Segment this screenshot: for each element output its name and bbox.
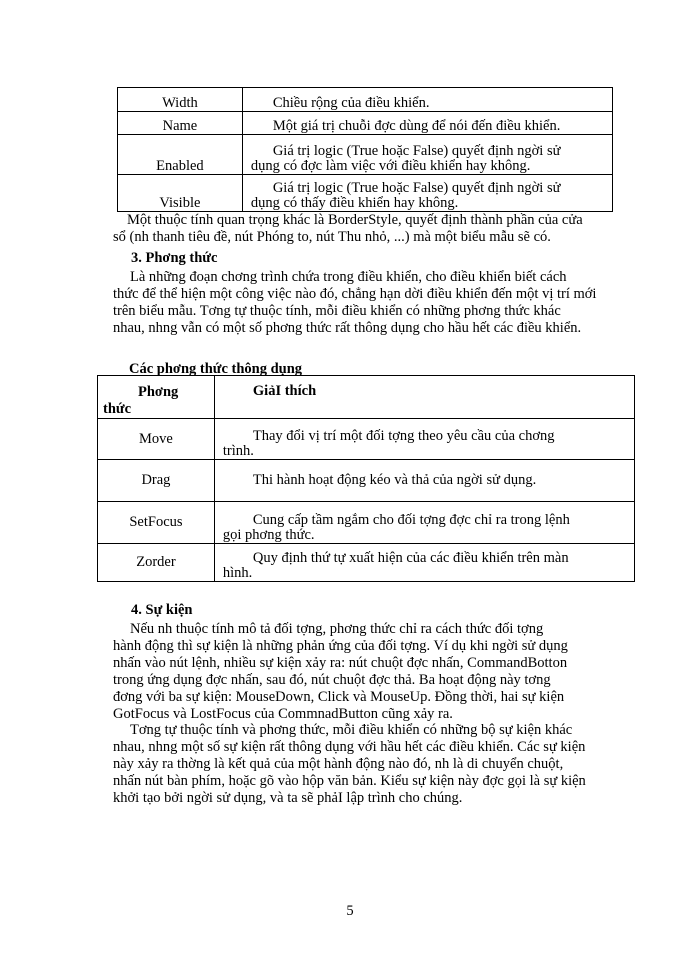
heading-events: 4. Sự kiện: [131, 602, 193, 618]
method-desc: Quy định thứ tự xuất hiện của các điều khiển trên màn hình.: [214, 544, 634, 582]
method-desc: Cung cấp tầm ngắm cho đối tợng đợc chỉ ra trong lệnh gọi phơng thức.: [214, 502, 634, 544]
page-number: 5: [346, 903, 354, 919]
heading-methods: 3. Phơng thức: [131, 250, 218, 266]
table-row: [118, 175, 613, 212]
method-name: SetFocus: [98, 502, 215, 544]
header-method: Phơng thức: [98, 376, 215, 419]
method-name: Zorder: [98, 544, 215, 582]
table-header-row: [98, 376, 635, 419]
table-row: [98, 460, 635, 502]
table-row: [98, 502, 635, 544]
paragraph-common-events: Tơng tự thuộc tính và phơng thức, mỗi điều khiển có những bộ sự kiện khác nhau, nhng một số sự kiện rất thông dụng với hầu hết các điều khiển. Các sự kiện này xảy ra thờng là kết quả của một hành động nào đó, nh là di chuyển chuột, nhấn nút bàn phím, hoặc gõ vào hộp văn bản. Kiểu sự kiện này đợc gọi là sự kiện khởi tạo bởi ngời sử dụng, và ta sẽ phảI lập trình cho chúng.: [113, 722, 586, 806]
table-row: [118, 135, 613, 175]
table-row: [118, 112, 613, 135]
prop-name: Width: [118, 88, 243, 112]
prop-name: Enabled: [118, 135, 243, 175]
paragraph-methods: Là những đoạn chơng trình chứa trong điều khiển, cho điều khiển biết cách thức để thể hiện một công việc nào đó, chẳng hạn dời điều khiển đến một vị trí mới trên biểu mẫu. Tơng tự thuộc tính, mỗi điều khiển có những phơng thức khác nhau, nhng vẫn có một số phơng thức rất thông dụng cho hầu hết các điều khiển.: [113, 269, 597, 336]
paragraph-borderstyle: Một thuộc tính quan trọng khác là BorderStyle, quyết định thành phần của cửa sổ (nh thanh tiêu đề, nút Phóng to, nút Thu nhỏ, ...) mà một biểu mẫu sẽ có.: [113, 212, 583, 245]
prop-desc: Giá trị logic (True hoặc False) quyết định ngời sử dụng có thấy điều khiển hay không.: [242, 175, 612, 212]
method-name: Drag: [98, 460, 215, 502]
prop-desc: Một giá trị chuỗi đợc dùng để nói đến điều khiển.: [242, 112, 612, 135]
prop-name: Visible: [118, 175, 243, 212]
paragraph-events: Nếu nh thuộc tính mô tả đối tợng, phơng thức chỉ ra cách thức đối tợng hành động thì sự kiện là những phản ứng của đối tợng. Ví dụ khi ngời sử dụng nhấn vào nút lệnh, nhiều sự kiện xảy ra: nút chuột đợc nhấn, CommandBotton trong ứng dụng đợc nhấn, sau đó, nút chuột đợc thả. Ba hoạt động này tơng đơng với ba sự kiện: MouseDown, Click và MouseUp. Đồng thời, hai sự kiện GotFocus và LostFocus của CommnadButton cũng xảy ra.: [113, 621, 568, 722]
table-row: [98, 419, 635, 460]
header-explanation: GiảI thích: [214, 376, 634, 419]
method-desc: Thay đổi vị trí một đối tợng theo yêu cầu của chơng trình.: [214, 419, 634, 460]
methods-caption: Các phơng thức thông dụng: [129, 361, 303, 377]
prop-name: Name: [118, 112, 243, 135]
methods-table: [97, 375, 635, 582]
properties-table: [117, 87, 613, 212]
table-row: [98, 544, 635, 582]
prop-desc: Chiều rộng của điều khiển.: [242, 88, 612, 112]
prop-desc: Giá trị logic (True hoặc False) quyết định ngời sử dụng có đợc làm việc với điều khiển hay không.: [242, 135, 612, 175]
method-desc: Thi hành hoạt động kéo và thả của ngời sử dụng.: [214, 460, 634, 502]
method-name: Move: [98, 419, 215, 460]
table-row: [118, 88, 613, 112]
